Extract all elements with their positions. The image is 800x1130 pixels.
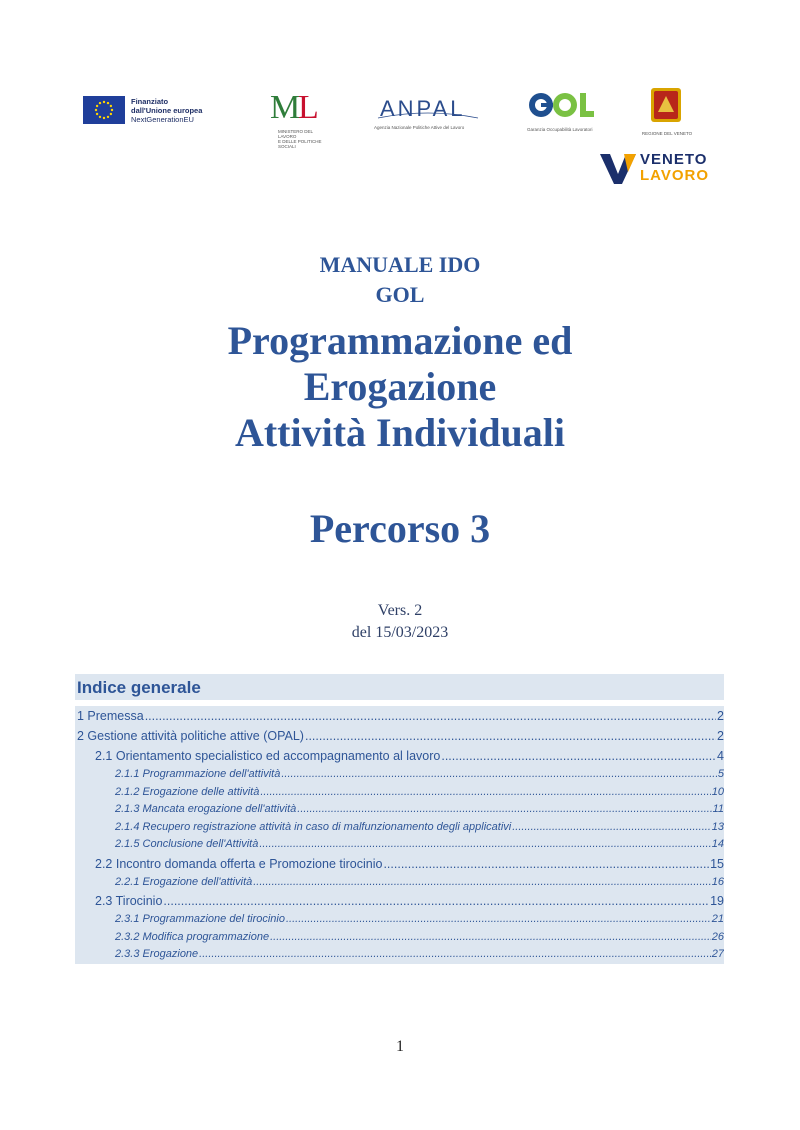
gol-logo [527, 90, 599, 134]
title-programmazione: Programmazione ed [227, 318, 573, 363]
svg-text:L: L [298, 89, 319, 124]
title-gol: GOL [375, 282, 425, 307]
gol-caption: Garanzia Occupabilità Lavoratori [527, 127, 593, 132]
toc-entry[interactable]: 2.1.2 Erogazione delle attività ..... 10 [75, 784, 724, 802]
toc-entry[interactable]: 2 Gestione attività politiche attive (OPAL) ..... 2 [75, 726, 724, 746]
toc-title: Indice generale [75, 674, 724, 700]
page-number: 1 [396, 1038, 404, 1055]
ministero-caption-2: E DELLE POLITICHE SOCIALI [278, 139, 322, 149]
ministero-lavoro-logo [268, 88, 326, 149]
svg-text:ANPAL: ANPAL [380, 96, 466, 120]
toc-entry[interactable]: 2.3.3 Erogazione ..... 27 [75, 946, 724, 964]
table-of-contents [75, 674, 724, 964]
eu-line3: NextGenerationEU [131, 114, 194, 124]
toc-entry[interactable]: 2.1.4 Recupero registrazione attività in caso di malfunzionamento degli applicativi ..... 13 [75, 819, 724, 837]
toc-entry[interactable]: 2.1.1 Programmazione dell'attività ..... 5 [75, 766, 724, 784]
version-block [0, 600, 800, 644]
logo-bar [0, 80, 800, 190]
eu-line1: Finanziato [131, 96, 169, 106]
title-manuale: MANUALE IDO [319, 252, 481, 277]
toc-entry[interactable]: 2.3.2 Modifica programmazione ..... 26 [75, 929, 724, 947]
eu-line2: dall'Unione europea [131, 105, 203, 115]
title-percorso: Percorso 3 [309, 506, 491, 551]
toc-list [75, 706, 724, 964]
toc-entry[interactable]: 2.1 Orientamento specialistico ed accompagnamento al lavoro ..... 4 [75, 746, 724, 766]
anpal-caption: Agenzia Nazionale Politiche Attive del Lavoro [374, 125, 465, 130]
toc-entry[interactable]: 2.1.5 Conclusione dell'Attività ..... 14 [75, 836, 724, 854]
svg-text:M: M [270, 89, 301, 124]
veneto-lavoro-logo [600, 152, 718, 186]
anpal-logo [374, 94, 482, 128]
toc-entry[interactable]: 2.2.1 Erogazione dell'attività ..... 16 [75, 874, 724, 892]
toc-entry[interactable]: 2.1.3 Mancata erogazione dell'attività ..... 11 [75, 801, 724, 819]
veneto-lavoro-line2: LAVORO [640, 167, 710, 184]
regione-veneto-logo [633, 86, 701, 136]
document-title [0, 250, 800, 456]
title-erogazione: Erogazione [303, 364, 497, 409]
toc-entry[interactable]: 2.3.1 Programmazione del tirocinio ..... 21 [75, 911, 724, 929]
regione-caption: REGIONE DEL VENETO [641, 131, 693, 136]
version-date: del 15/03/2023 [351, 624, 449, 641]
eu-flag-icon [83, 96, 125, 124]
veneto-lavoro-line1: VENETO [640, 151, 708, 168]
eu-logo [83, 96, 202, 124]
toc-entry[interactable]: 2.2 Incontro domanda offerta e Promozione tirocinio ..... 15 [75, 854, 724, 874]
toc-entry[interactable]: 2.3 Tirocinio ..... 19 [75, 891, 724, 911]
ministero-caption-1: MINISTERO DEL LAVORO [278, 129, 313, 139]
version-number: Vers. 2 [377, 602, 423, 619]
title-attivita: Attività Individuali [234, 410, 566, 455]
toc-entry[interactable]: 1 Premessa ..... 2 [75, 706, 724, 726]
